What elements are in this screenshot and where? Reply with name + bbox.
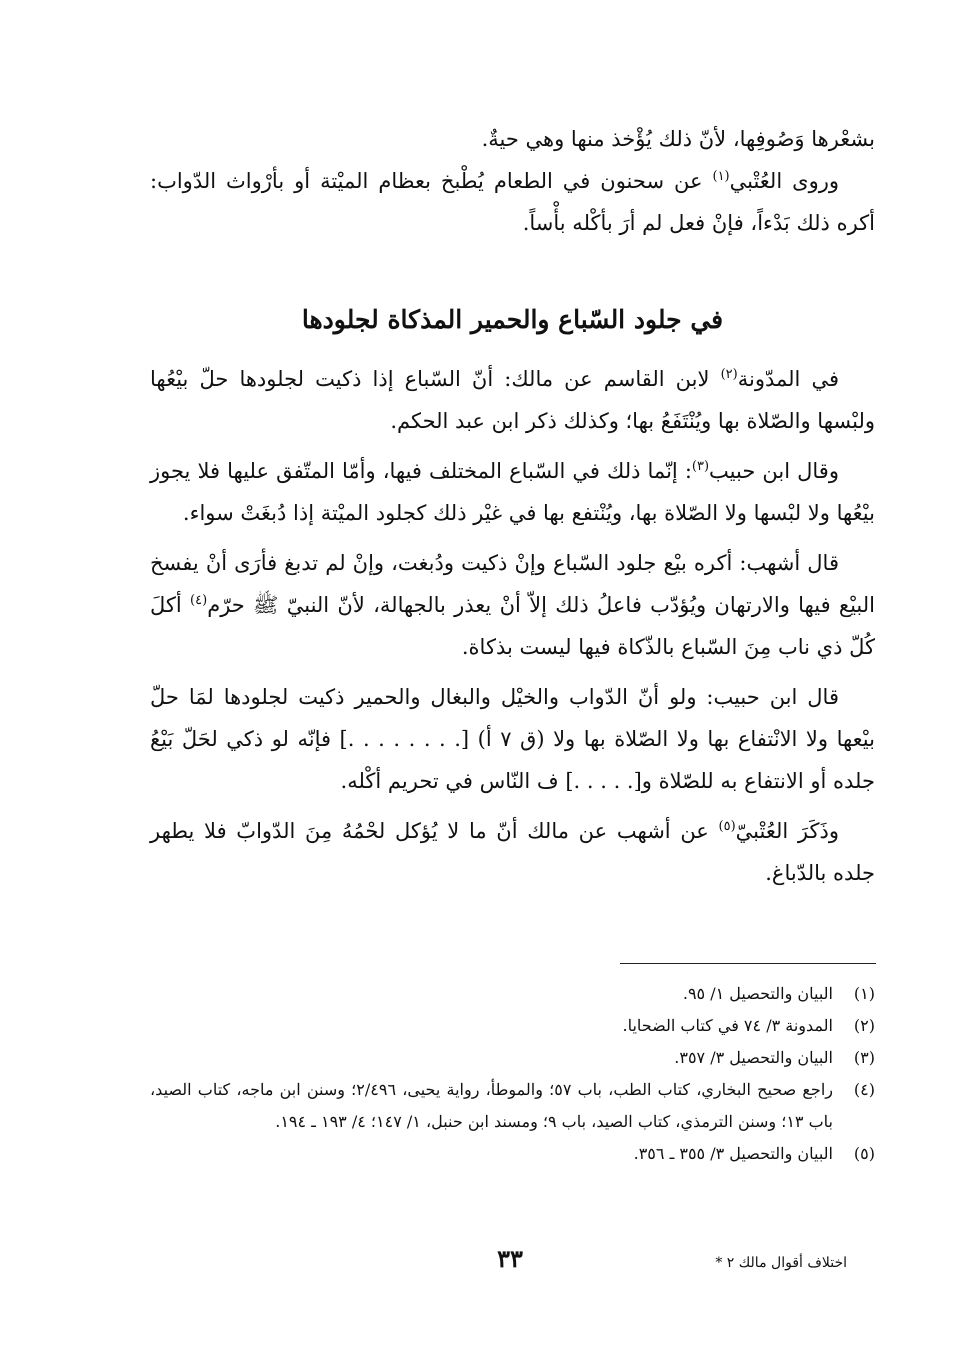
paragraph-ashhab: قال أشهب: أكره بيْع جلود السّباع وإنْ ذكيت ودُبغت، وإنْ لم تدبغ فأرَى أنْ يفسخ البيْع فيها والارتهان ويُؤدّب فاعلُ ذلك إلاّ أنْ يعذر بالجهالة، لأنّ النبيّ ﷺ حرّم$^{(٤)}$ أكلَ كُلّ ذي ناب مِنَ السّباع بالذّكاة فيها ليست بذكاة. [150,551,875,659]
paragraph-ibn-habib-2: قال ابن حبيب: ولو أنّ الدّواب والخيْل والبغال والحمير ذكيت لجلودها لمَا حلّ بيْعها ولا الانْتفاع بها ولا الصّلاة بها ولا (ق ٧ أ) [. . . . . . . .] فإنّه لو ذكي لحَلّ بَيْعُ جلده أو الانتفاع به للصّلاة و[. . . . .] ف النّاس في تحريم أكْله. [150,685,875,793]
section-body [150,358,875,894]
footnote-text: البيان والتحصيل ٣/ ٣٥٧. [674,1048,833,1067]
footnote [150,1138,875,1170]
page-number: ٣٣ [497,1244,523,1273]
footnote-number: (٣) [853,1048,875,1067]
paragraph-utbi-ashhab: وذَكَرَ العُتْبيّ$^{(٥)}$ عن أشهب عن مالك أنّ ما لا يُؤكل لحْمُهُ مِنَ الدّوابّ فلا يطهر جلده بالدّباغ. [150,819,875,885]
footnote-text: راجع صحيح البخاري، كتاب الطب، باب ٥٧؛ والموطأ، رواية يحيى، ٢/٤٩٦؛ وسنن ابن ماجه، كتاب الصيد، باب ١٣؛ وسنن الترمذي، كتاب الصيد، باب ٩؛ ومسند ابن حنبل، ١/ ١٤٧؛ ٤/ ١٩٣ ـ ١٩٤. [150,1080,833,1131]
footnote-text: البيان والتحصيل ٣/ ٣٥٥ ـ ٣٥٦. [633,1144,833,1163]
footnotes [150,978,875,1170]
footnote [150,1042,875,1074]
continued-line: بشعْرها وَصُوفِها، لأنّ ذلك يُؤْخذ منها وهي حيةٌ. [481,127,875,151]
footnote-number: (٢) [853,1016,875,1035]
footnote-divider [620,963,876,964]
footnote-ref: (٢) [720,367,738,382]
section-heading: في جلود السّباع والحمير المذكاة لجلودها [301,305,724,334]
footnote-ref: (٤) [190,593,208,608]
footnote-ref: (٥) [718,819,736,834]
continued-text [150,118,875,244]
footnote-number: (١) [853,984,875,1003]
paragraph-mudawwana: في المدّونة$^{(٢)}$ لابن القاسم عن مالك: أنّ السّباع إذا ذكيت لجلودها حلّ بيْعُها ولبْسها والصّلاة بها ويُنْتَفَعُ بها؛ وكذلك ذكر ابن عبد الحكم. [150,367,875,433]
footnote [150,1074,875,1138]
footnote-number: (٥) [853,1144,875,1163]
running-footer-title: اختلاف أقوال مالك ٢ * [715,1255,847,1271]
paragraph-utbi-sahnun: وروى العُتْبي$^{(١)}$ عن سحنون في الطعام يُطْبخ بعظام الميْتة أو بأرْواث الدّواب: أكره ذلك بَدْءاً، فإنْ فعل لم أرَ بأكْله بأْساً. [150,169,875,235]
paragraph-ibn-habib: وقال ابن حبيب$^{(٣)}$: إنّما ذلك في السّباع المختلف فيها، وأمّا المتّفق عليها فلا يجوز بيْعُها ولا لبْسها ولا الصّلاة بها، ويُنْتفع بها في غيْر ذلك كجلود الميْتة إذا دُبغَتْ سواء. [150,459,875,525]
footnote-text: المدونة ٣/ ٧٤ في كتاب الضحايا. [622,1016,833,1035]
footnote-ref: (١) [712,169,730,184]
footnote [150,1010,875,1042]
footnote-number: (٤) [853,1080,875,1099]
footnote-text: البيان والتحصيل ١/ ٩٥. [682,984,833,1003]
footnote [150,978,875,1010]
footnote-ref: (٣) [691,459,710,474]
